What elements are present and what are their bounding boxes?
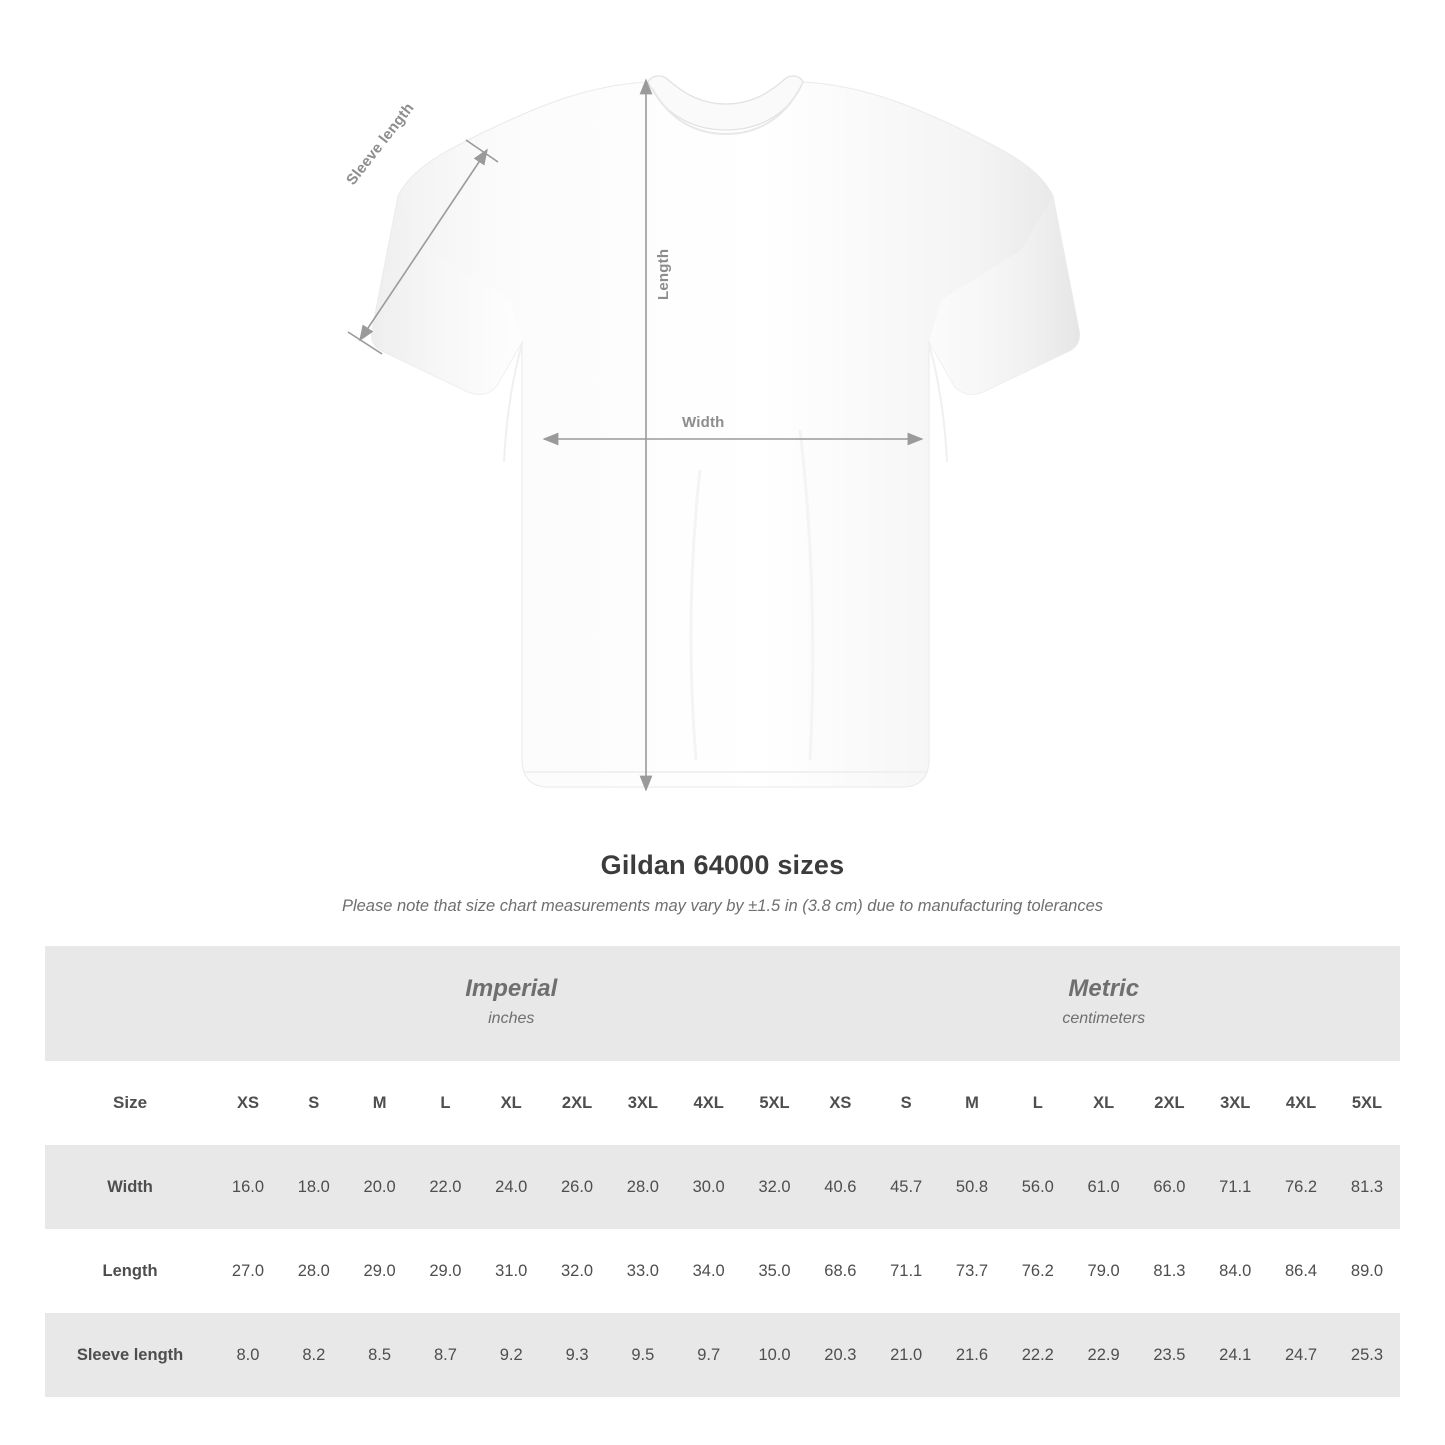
cell-value: 27.0 (215, 1229, 281, 1313)
row-label-width: Width (45, 1145, 215, 1229)
size-header-cell: S (281, 1061, 347, 1145)
cell-value: 22.2 (1005, 1313, 1071, 1397)
size-header-row (45, 1061, 1400, 1145)
cell-value: 20.3 (807, 1313, 873, 1397)
cell-value: 21.0 (873, 1313, 939, 1397)
length-label: Length (655, 248, 672, 300)
size-header-cell: 5XL (742, 1061, 808, 1145)
unit-group-metric (807, 946, 1400, 1061)
cell-value: 32.0 (742, 1145, 808, 1229)
page-title: Gildan 64000 sizes (600, 850, 845, 880)
cell-value: 10.0 (742, 1313, 808, 1397)
tshirt-shape (372, 76, 1080, 787)
size-header-cell: XS (215, 1061, 281, 1145)
cell-value: 16.0 (215, 1145, 281, 1229)
size-header-cell: 3XL (1202, 1061, 1268, 1145)
row-label-length: Length (45, 1229, 215, 1313)
width-label: Width (682, 414, 725, 431)
cell-value: 76.2 (1005, 1229, 1071, 1313)
table-row (45, 1145, 1400, 1229)
tolerance-note: Please note that size chart measurements may vary by ±1.5 in (3.8 cm) due to manufacturing tolerances (341, 897, 1104, 915)
cell-value: 20.0 (347, 1145, 413, 1229)
table-row (45, 1313, 1400, 1397)
size-header-cell: XL (478, 1061, 544, 1145)
cell-value: 8.0 (215, 1313, 281, 1397)
unit-group-imperial-unit: inches (488, 1009, 535, 1027)
cell-value: 76.2 (1268, 1145, 1334, 1229)
size-header-cell: L (1005, 1061, 1071, 1145)
size-header-cell: 2XL (1137, 1061, 1203, 1145)
cell-value: 68.6 (807, 1229, 873, 1313)
cell-value: 45.7 (873, 1145, 939, 1229)
table-row (45, 1229, 1400, 1313)
size-header-cell: 4XL (676, 1061, 742, 1145)
cell-value: 66.0 (1137, 1145, 1203, 1229)
cell-value: 22.9 (1071, 1313, 1137, 1397)
size-header-cell: 2XL (544, 1061, 610, 1145)
cell-value: 22.0 (413, 1145, 479, 1229)
cell-value: 33.0 (610, 1229, 676, 1313)
cell-value: 71.1 (1202, 1145, 1268, 1229)
cell-value: 89.0 (1334, 1229, 1400, 1313)
cell-value: 26.0 (544, 1145, 610, 1229)
cell-value: 8.5 (347, 1313, 413, 1397)
cell-value: 24.7 (1268, 1313, 1334, 1397)
cell-value: 28.0 (610, 1145, 676, 1229)
sleeve-length-label: Sleeve length (343, 99, 418, 189)
cell-value: 21.6 (939, 1313, 1005, 1397)
unit-group-imperial-name: Imperial (465, 974, 558, 1002)
cell-value: 34.0 (676, 1229, 742, 1313)
row-header-size: Size (45, 1061, 215, 1145)
size-chart-table-wrap (45, 946, 1400, 1397)
size-header-cell: 5XL (1334, 1061, 1400, 1145)
cell-value: 24.1 (1202, 1313, 1268, 1397)
size-header-cell: M (939, 1061, 1005, 1145)
size-chart-table (45, 946, 1400, 1397)
cell-value: 8.2 (281, 1313, 347, 1397)
cell-value: 18.0 (281, 1145, 347, 1229)
cell-value: 29.0 (413, 1229, 479, 1313)
cell-value: 61.0 (1071, 1145, 1137, 1229)
unit-group-metric-unit: centimeters (1062, 1009, 1146, 1027)
cell-value: 73.7 (939, 1229, 1005, 1313)
cell-value: 40.6 (807, 1145, 873, 1229)
size-header-cell: XL (1071, 1061, 1137, 1145)
unit-spacer-cell (45, 946, 215, 1061)
cell-value: 79.0 (1071, 1229, 1137, 1313)
cell-value: 23.5 (1137, 1313, 1203, 1397)
size-header-cell: L (413, 1061, 479, 1145)
cell-value: 8.7 (413, 1313, 479, 1397)
cell-value: 71.1 (873, 1229, 939, 1313)
cell-value: 30.0 (676, 1145, 742, 1229)
cell-value: 28.0 (281, 1229, 347, 1313)
size-header-cell: S (873, 1061, 939, 1145)
size-header-cell: XS (807, 1061, 873, 1145)
unit-group-imperial (215, 946, 807, 1061)
cell-value: 84.0 (1202, 1229, 1268, 1313)
cell-value: 9.5 (610, 1313, 676, 1397)
cell-value: 86.4 (1268, 1229, 1334, 1313)
title-block (0, 850, 1445, 916)
cell-value: 25.3 (1334, 1313, 1400, 1397)
size-header-cell: 3XL (610, 1061, 676, 1145)
cell-value: 35.0 (742, 1229, 808, 1313)
cell-value: 56.0 (1005, 1145, 1071, 1229)
cell-value: 50.8 (939, 1145, 1005, 1229)
size-header-cell: M (347, 1061, 413, 1145)
row-label-sleeve-length: Sleeve length (45, 1313, 215, 1397)
cell-value: 31.0 (478, 1229, 544, 1313)
cell-value: 32.0 (544, 1229, 610, 1313)
size-header-cell: 4XL (1268, 1061, 1334, 1145)
cell-value: 9.2 (478, 1313, 544, 1397)
cell-value: 81.3 (1334, 1145, 1400, 1229)
cell-value: 81.3 (1137, 1229, 1203, 1313)
unit-header-row (45, 946, 1400, 1061)
cell-value: 29.0 (347, 1229, 413, 1313)
cell-value: 9.3 (544, 1313, 610, 1397)
unit-group-metric-name: Metric (1068, 974, 1140, 1002)
cell-value: 9.7 (676, 1313, 742, 1397)
cell-value: 24.0 (478, 1145, 544, 1229)
